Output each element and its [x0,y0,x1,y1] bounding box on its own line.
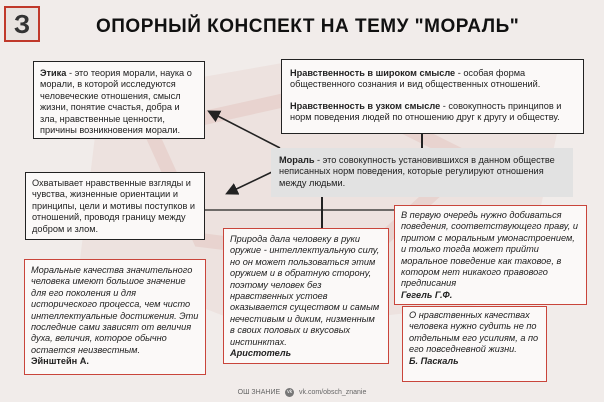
covers-box [25,172,205,240]
morality-narrow-term: Нравственность в узком смысле [290,100,441,111]
footer-link[interactable]: vk.com/obsch_znanie [299,389,367,396]
quote-hegel-author: Гегель Г.Ф. [401,289,453,300]
quote-aristotle-box [223,228,389,364]
covers-text: Охватывает нравственные взгляды и чувства, жизненные ориентации и принципы, цели и мотивы поступков и отношений, проводя границу между добром и злом. [32,178,196,234]
footer [0,384,604,402]
logo: З [4,6,40,42]
footer-brand: ОШ ЗНАНИЕ [237,389,281,396]
ethics-box [33,61,205,139]
quote-hegel-box [394,205,587,305]
moral-text: - это совокупность установившихся в данном обществе неписанных норм поведения, которые регулируют отношения между людьми. [279,155,555,188]
arrow-to-ethics [210,112,280,148]
moral-box [271,148,573,197]
arrow-to-covers [228,172,272,193]
page-title: ОПОРНЫЙ КОНСПЕКТ НА ТЕМУ "МОРАЛЬ" [96,16,520,37]
morality-box [281,59,584,134]
ethics-term: Этика [40,68,67,78]
vk-icon: vk [287,388,293,395]
morality-narrow-text: - совокупность принципов и норм поведения людей по отношению друг к другу и обществу. [290,100,562,123]
quote-pascal-box [402,306,547,382]
quote-pascal-author: Б. Паскаль [409,355,459,366]
quote-einstein-author: Эйнштейн А. [31,356,89,367]
quote-aristotle-author: Аристотель [230,348,292,359]
quote-pascal-text: О нравственных качествах человека нужно судить не по отдельным его усилиям, а по его повседневной жизни. [409,310,539,355]
quote-aristotle-text: Природа дала человеку в руки оружие - интеллектуальную силу, но он может пользоваться этим оружием и в обратную сторону, поэтому человек без нравственных устоев оказывается существом и самым нечестивым и диким, низменным в своих половых и вкусовых инстинктах. [230,234,380,347]
morality-broad-term: Нравственность в широком смысле [290,68,456,78]
quote-hegel-text: В первую очередь нужно добиваться поведения, соответствующего праву, и притом с моральным умонастроением, и только тогда может прийти моральное поведение как таковое, в котором нет никакого правового предписания [401,210,578,289]
morality-broad-text: - особая форма общественного сознания и вид общественных отношений. [290,68,541,90]
quote-einstein-text: Моральные качества значительного человека имеют большое значение для его поколения и для исторического процесса, чем чисто интеллектуальные достижения. Эти последние сами зависят от величия духа, величия, которое обычно остается неизвестным. [31,265,199,355]
quote-einstein-box [24,259,206,375]
ethics-text: - это теория морали, наука о морали, в которой исследуются человеческие отношения, смысл жизни, понятие счастья, добра и зла, нравственные ценности, причины возникновения морали. [40,68,192,136]
moral-term: Мораль [279,155,315,165]
